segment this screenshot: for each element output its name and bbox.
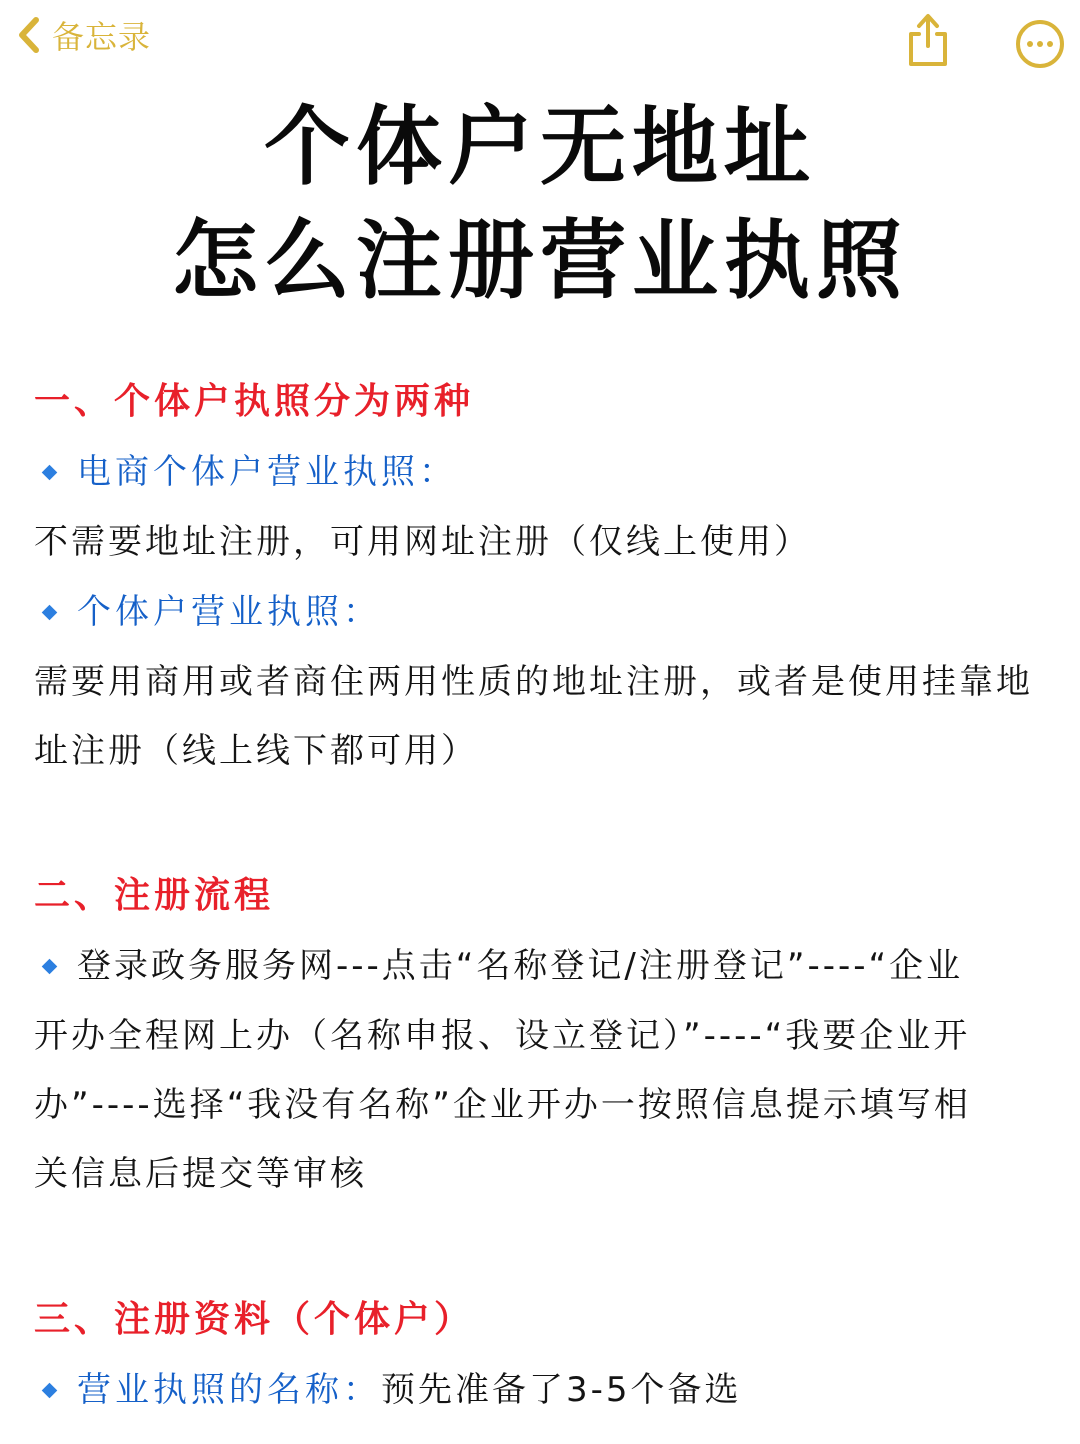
section-1-heading: 一、个体户执照分为两种 (34, 381, 475, 422)
section-3-heading: 三、注册资料（个体户） (34, 1299, 475, 1340)
share-icon[interactable] (902, 10, 954, 70)
more-options-icon[interactable] (1014, 18, 1066, 70)
section-1-item-2 (44, 588, 381, 636)
section-1-item-1-label: 电商个体户营业执照： (77, 452, 457, 492)
nav-bar (0, 0, 1080, 80)
page-title-line-1: 个体户无地址 (264, 97, 816, 197)
section-2-line-3: 办”----选择“我没有名称”企业开办一按照信息提示填写相 (34, 1085, 971, 1125)
diamond-bullet-icon (42, 958, 58, 974)
diamond-bullet-icon (42, 464, 58, 480)
diamond-bullet-icon (42, 604, 58, 620)
chevron-left-icon (14, 15, 44, 55)
section-2-line-4: 关信息后提交等审核 (34, 1154, 367, 1194)
page-title-line-2: 怎么注册营业执照 (172, 211, 908, 311)
section-1-item-2-text-line-2: 址注册（线上线下都可用） (34, 731, 478, 771)
back-button[interactable] (14, 12, 151, 58)
diamond-bullet-icon (42, 1382, 58, 1398)
section-3-item-1 (44, 1366, 742, 1414)
section-3-item-1-text: 预先准备了3-5个备选 (381, 1370, 742, 1410)
section-1-item-1-text: 不需要地址注册，可用网址注册（仅线上使用） (34, 522, 811, 562)
section-1-item-2-label: 个体户营业执照： (77, 592, 381, 632)
section-1-item-2-text-line-1: 需要用商用或者商住两用性质的地址注册，或者是使用挂靠地 (34, 662, 1033, 702)
section-2-item (44, 942, 963, 990)
section-3-item-1-label: 营业执照的名称： (77, 1370, 381, 1410)
section-2-heading: 二、注册流程 (34, 875, 275, 916)
section-2-line-1: 登录政务服务网---点击“名称登记/注册登记”----“企业 (77, 946, 964, 986)
back-label: 备忘录 (52, 18, 152, 56)
section-2-line-2: 开办全程网上办（名称申报、设立登记）”----“我要企业开 (34, 1016, 971, 1056)
section-1-item-1 (44, 448, 457, 496)
